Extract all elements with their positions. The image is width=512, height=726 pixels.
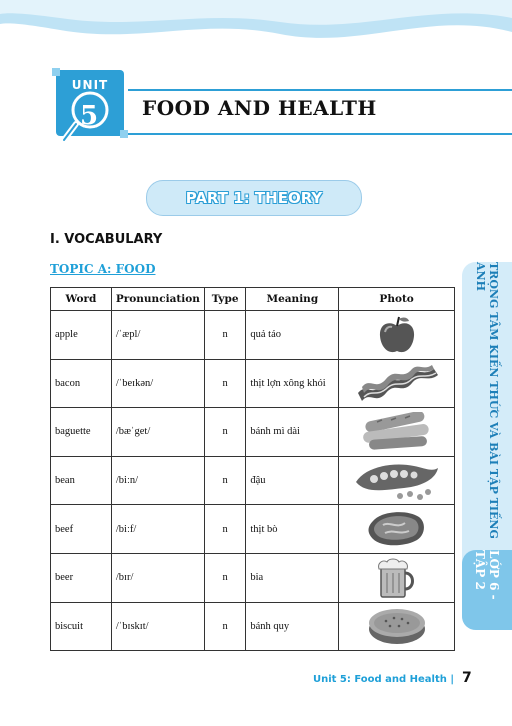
cell-type: n (204, 456, 246, 505)
cell-meaning: quả táo (246, 311, 339, 360)
beer-icon (375, 557, 419, 599)
cell-meaning: đậu (246, 456, 339, 505)
cell-type: n (204, 408, 246, 457)
cell-pronunciation: /biːn/ (111, 456, 204, 505)
cell-word: baguette (51, 408, 112, 457)
cell-word: biscuit (51, 602, 112, 651)
cell-word: apple (51, 311, 112, 360)
header-meaning: Meaning (246, 288, 339, 311)
cell-meaning: bánh mì dài (246, 408, 339, 457)
cell-photo (339, 408, 455, 457)
cell-meaning: bánh quy (246, 602, 339, 651)
header-photo: Photo (339, 288, 455, 311)
cell-photo (339, 505, 455, 554)
cell-type: n (204, 311, 246, 360)
table-row (51, 311, 455, 360)
table-header-row (51, 288, 455, 311)
cell-type: n (204, 602, 246, 651)
cell-meaning: thịt lợn xông khói (246, 359, 339, 408)
side-tab-text: TRỌNG TÂM KIẾN THỨC VÀ BÀI TẬP TIẾNG ANH (474, 262, 500, 539)
unit-label: UNIT (71, 78, 109, 92)
header-wave (0, 0, 512, 60)
cell-type: n (204, 505, 246, 554)
table-row (51, 456, 455, 505)
page-title: FOOD AND HEALTH (142, 96, 377, 120)
cell-word: beef (51, 505, 112, 554)
cell-photo (339, 359, 455, 408)
cell-pronunciation: /ˈbeɪkən/ (111, 359, 204, 408)
unit-number: 5 (79, 101, 99, 131)
table-row (51, 408, 455, 457)
vocabulary-table (50, 287, 455, 651)
cell-photo (339, 456, 455, 505)
cell-pronunciation: /ˈæpl/ (111, 311, 204, 360)
cell-word: bean (51, 456, 112, 505)
apple-icon (377, 314, 417, 356)
cell-photo (339, 602, 455, 651)
header-type: Type (204, 288, 246, 311)
table-row (51, 553, 455, 602)
topic-heading: TOPIC A: FOOD (50, 262, 156, 276)
cell-type: n (204, 359, 246, 408)
cell-meaning: thịt bò (246, 505, 339, 554)
baguette-icon (357, 412, 437, 452)
section-heading: I. VOCABULARY (50, 232, 163, 247)
cell-pronunciation: /bɪr/ (111, 553, 204, 602)
beef-icon (367, 509, 427, 549)
cell-pronunciation: /ˈbɪskɪt/ (111, 602, 204, 651)
cell-meaning: bia (246, 553, 339, 602)
cell-type: n (204, 553, 246, 602)
side-tab-grade: LỚP 6 - TẬP 2 (473, 550, 501, 600)
cell-photo (339, 553, 455, 602)
table-row (51, 359, 455, 408)
cell-photo (339, 311, 455, 360)
biscuit-icon (366, 605, 428, 647)
header-word: Word (51, 288, 112, 311)
bean-icon (354, 460, 440, 502)
footer-text: Unit 5: Food and Health | (312, 674, 454, 685)
bacon-icon (354, 363, 440, 403)
header-pronunciation: Pronunciation (111, 288, 204, 311)
page-number: 7 (462, 670, 472, 686)
cell-word: bacon (51, 359, 112, 408)
cell-pronunciation: /bæˈget/ (111, 408, 204, 457)
table-row (51, 602, 455, 651)
table-row (51, 505, 455, 554)
part-heading: PART 1: THEORY (185, 189, 323, 207)
cell-word: beer (51, 553, 112, 602)
cell-pronunciation: /biːf/ (111, 505, 204, 554)
